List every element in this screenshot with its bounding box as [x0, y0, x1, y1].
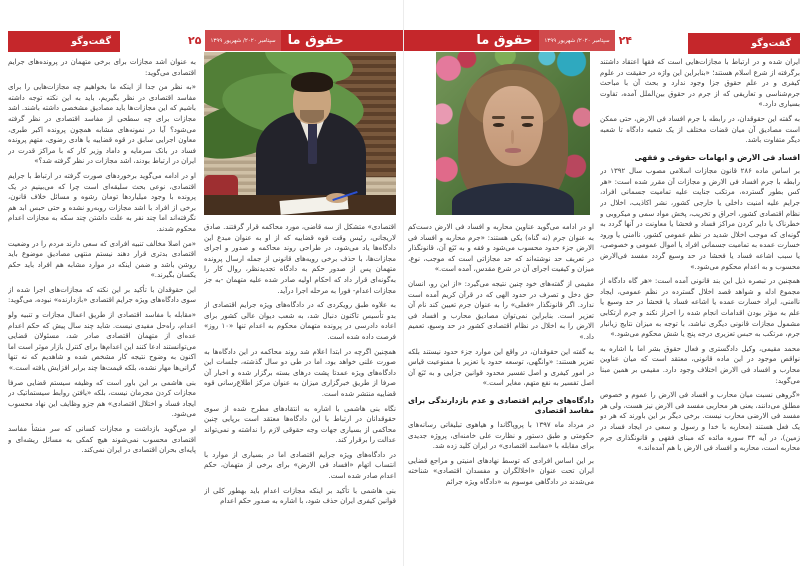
eye: [493, 123, 504, 127]
article-subheading: افساد فی الارض و ابهامات حقوقی و فقهی: [634, 152, 800, 162]
paragraph: او می‌گوید بازداشت و مجازات کسانی که سر منشأ مفاسد اقتصادی محسوب نمی‌شوند هیچ کمکی به مسائل ریشه‌ای و پایه‌ای بحران اقتصادی در ایران نمی‌کند.: [8, 425, 196, 455]
right-page-outer-column: [600, 57, 800, 555]
paragraph: ایران شده و در ارتباط با مجازات‌هایی است که فقها اعتقاد داشتند برگرفته از شرع اسلام هستند؛ «بنابراین این واژه در حقیقت در علوم کیفری و در علم حقوق جزا وجود ندارد و بحث آن با مباحث جرم‌شناسی و تعاریفی که از جرم در حقوق بین‌الملل آمده، تفاوت بسیاری دارد.»: [600, 58, 800, 109]
paragraph: «به نظر من جدا از اینکه ما بخواهیم چه مجازات‌هایی را برای مفاسد اقتصادی در نظر بگیریم، باید به این نکته توجه داشته باشیم که این مجازات‌ها باید مصادیق مشخصی داشته باشند. اشد مجازات برای چه سطحی از مفاسد اقتصادی در نظر گرفته می‌شود؟ آیا در نمونه‌های مشابه همچون پرونده اکبر طبری، معاون اجرایی سابق در قوه قضاییه یا هادی رضوی، متهم پرونده فساد در بانک سرمایه و داماد وزیر کار که با مراکز قدرت در ایران در ارتباط بودند، اشد مجازات در نظر گرفته شد؟»: [8, 83, 196, 166]
eyebrow: [521, 116, 534, 119]
paragraph: در دادگاه‌های ویژه جرایم اقتصادی اما در بسیاری از موارد با انتساب اتهام «افساد فی الارض» برای برخی از متهمان، حکم اعدام صادر شده است.: [204, 450, 396, 481]
eye: [522, 123, 533, 127]
magazine-page-25: [0, 0, 403, 566]
left-page-outer-column: [8, 57, 196, 555]
masthead-bar-fill: [351, 30, 403, 51]
photo-man-at-desk: [204, 52, 396, 215]
issue-date-right: سپتامبر ۲۰۲۰/ شهریور ۱۳۹۹: [539, 30, 614, 51]
section-label-right: [688, 33, 800, 54]
article-subheading: دادگاه‌های جرایم اقتصادی و عدم بازدارندگی برای مفاسد اقتصادی: [408, 395, 594, 416]
paragraph: بر این اساس افرادی که توسط نهادهای امنیتی و مراجع قضایی ایران تحت عنوان «اخلالگران و مفسدان اقتصادی» شناخته می‌شدند در دادگاهی موسوم به «دادگاه ویژه جرائم: [408, 456, 594, 486]
paragraph: اقتصادی» متشکل از سه قاضی، مورد محاکمه قرار گرفتند. صادق لاریجانی، رئیس وقت قوه قضاییه که از او به عنوان مبدع این دادگاه‌ها یاد می‌شود، در طراحی روند محاکمه و صدور و اجرای مجازات‌ها، با حذف برخی رویه‌های قانونی از جمله ارسال پرونده متهمان پس از صدور حکم به دادگاه تجدیدنظر، روال کار را به‌گونه‌ای قرار داد که احکام اولیه صادر شده علیه متهمان -به جز مجازات اعدام- فورا به مرحله اجرا درآید.: [204, 223, 396, 295]
woman-face: [483, 86, 543, 166]
paragraph: همچنین اگرچه در ابتدا اعلام شد روند محاکمه در این دادگاه‌ها به صورت علنی خواهد بود، اما در طی دو سال گذشته، جلسات این دادگاه‌های ویژه عمدتا پشت درهای بسته برگزار شده و اخبار آن صرفا از طریق خبرگزاری میزان به عنوان مرکز اطلاع‌رسانی قوه قضاییه منتشر شده است.: [204, 347, 396, 398]
paragraph: به علاوه طبق رویکردی که در دادگاه‌های ویژه جرایم اقتصادی از بدو تأسیس تاکنون دنبال شد، به شعب دیوان عالی کشور برای اعاده دادرسی در پرونده متهمان محکوم به اعدام تنها «۱۰ روز» فرصت داده شده است.: [204, 301, 396, 341]
paragraph: مقیمی از گفته‌های خود چنین نتیجه می‌گیرد: «از این رو، انسان حق دخل و تصرف در حدود الهی که در قرآن کریم آمده است ندارد. اگر قانونگذار «فعلی» را به عنوان جرم تعیین کند نام آن تعزیر است. بنابراین نمی‌توان مصادیق محارب و افساد فی الارض را به اخلال در نظام اقتصادی کشور در حد وسیع، تعمیم داد.»: [408, 279, 594, 341]
paragraph: این حقوقدان با تأکید بر این نکته که مجازات‌های اجرا شده از سوی دادگاه‌های ویژه جرایم اقتصادی «بازدارنده» نبوده، می‌گوید:: [8, 285, 196, 305]
paragraph: در مرداد ماه ۱۳۹۷ با پروپاگاندا و هیاهوی تبلیغاتی رسانه‌های حکومتی و طبق دستور و نظارت علی خامنه‌ای، پروژه جدیدی برای مقابله با «مفاسد اقتصادی» در ایران کلید زده شد.: [408, 420, 594, 451]
magazine-logo-left: حقوق ما: [281, 30, 351, 51]
page-number-25: ۲۵: [184, 30, 205, 51]
paragraph: او در ادامه می‌گوید برخوردهای صورت گرفته در ارتباط با جرایم اقتصادی، نوعی بحث سلیقه‌ای است چرا که می‌بینیم در یک پرونده با وجود میلیاردها تومان رشوه و مسائل خلاف قانون، برخی از افراد با اشد مجازات روبه‌رو نشده و حتی حبس ابد هم نگرفته‌اند اما چند نفر به علت داشتن چند سکه به مجازات اعدام محکوم شدند.: [8, 171, 196, 233]
paragraph: نگاه بنی هاشمی با اشاره به انتقادهای مطرح شده از سوی حقوقدانان در ارتباط با این دادگاه‌ها معتقد است برپایی چنین محاکمی از بسیاری جهات وجه حقوقی لازم را نداشته و نمی‌تواند عدالت را برقرار کند.: [204, 404, 396, 445]
paragraph: «من اصلا مخالف تنبیه افرادی که سعی دارند مردم را در وضعیت اقتصادی بدتری قرار دهند نیستم منتهی مصادیق موضوع باید روشن باشد و ضمن اینکه در موارد مشابه هم افراد باید حکم یکسان بگیرند.»: [8, 239, 196, 280]
masthead-bar-fill: [404, 30, 469, 51]
paragraph: «مقابله با مفاسد اقتصادی از طریق اعمال مجازات و تنبیه ولو اعدام، راه‌حل مفیدی نیست. شاید چند سال پیش که حکم اعدام عده‌ای از متهمان اقتصادی صادر شد، مسئولان قضایی می‌توانستند ادعا کنند این اعدام‌ها برای کنترل بازار موثر است اما اکنون به وضوح نتیجه کار مشخص شده و شاهدیم که نه تنها گرانی‌ها مهار نشده، بلکه قیمت‌ها چند برابر افزایش یافته است.»: [8, 311, 196, 373]
masthead-left: [184, 30, 403, 51]
paragraph: «گروهی نسبت میان محارب و افساد فی الارض را عموم و خصوص مطلق می‌دانند، یعنی هر محاربی مفسد فی الارض نیز هست، ولی هر مفسد فی الارضی محارب نیست. برخی دیگر بر این باورند که هر دو یک فعل هستند (محاربه با خدا و رسول و سعی در ایجاد فساد در زمین)، در آیه ۳۳ سوره مائده که مبنای فقهی و قانونگذاری جرم محاربه است، محاربه و افساد فی الارض با هم آمده‌اند.»: [600, 391, 800, 453]
masthead-right: [404, 30, 636, 51]
nose: [511, 130, 514, 144]
woman-clothing: [452, 183, 574, 215]
man-tie: [308, 120, 317, 164]
paragraph: بر اساس ماده ۲۸۶ قانون مجازات اسلامی مصوب سال ۱۳۹۲ در رابطه با جرم افساد فی الارض و مجازات آن مقرر شده است: «هر کس بطور گسترده، مرتکب جنایت علیه تمامیت جسمانی افراد، جرایم علیه امنیت داخلی یا خارجی کشور، نشر اکاذیب، اخلال در نظام اقتصادی کشور، احراق و تخریب، پخش مواد سمی و میکروبی و خطرناک یا دایر کردن مراکز فساد و فحشا یا معاونت در آنها گردد به گونه‌ای که موجب اخلال شدید در نظم عمومی کشور، ناامنی یا ورود خسارت عمده به تمامیت جسمانی افراد یا اموال عمومی و خصوصی، یا سبب اشاعه فساد یا فحشا در حد وسیع گردد مفسد فی‌الارض محسوب و به اعدام محکوم می‌شود.»: [600, 167, 800, 271]
paragraph: بنی هاشمی با تأکید بر اینکه مجازات اعدام باید بهطور کلی از قوانین کیفری ایران حذف شود، با اشاره به صدور حکم اعدام: [204, 486, 396, 506]
lips: [505, 148, 521, 153]
eyebrow: [492, 116, 505, 119]
photo-woman-portrait: [436, 52, 590, 215]
magazine-page-24: [404, 0, 807, 566]
left-page-inner-column: [204, 222, 396, 555]
paragraph: بنی هاشمی بر این باور است که وظیفه سیستم قضایی صرفا مجازات کردن مجرمان نیست، بلکه «یافتن روابط سیستماتیک در ایجاد فساد و اختلال اقتصادی» هم جزو وظایف این نهاد محسوب می‌شود.: [8, 378, 196, 419]
man-hair: [291, 72, 333, 92]
paragraph: به گفته این حقوقدان، در واقع این موارد جزء حدود نیستند بلکه تعزیر هستند: «وانگهی، توسعه حدود یا تعزیر با ممنوعیت قیاس در امور کیفری و اصل تفسیر محدود قوانین جزایی و به تَبَع آن اصل تفسیر به نفع متهم، مغایر است.»: [408, 347, 594, 388]
paragraph: همچنین در تبصره ذیل این بند قانونی آمده است: «هر گاه دادگاه از مجموع ادله و شواهد قصد اخلال گسترده در نظم عمومی، ایجاد ناامنی، ایراد خسارت عمده یا اشاعه فساد یا فحشا در حد وسیع یا علم به مؤثر بودن اقدامات انجام شده را احراز نکند و جرم ارتکابی مشمول مجازات قانونی دیگری نباشد، با توجه به میزان نتایج زیانبار جرم، مرتکب به حبس تعزیری درجه پنج یا شش محکوم می‌شود.»: [600, 277, 800, 339]
section-label-text: گفت‌وگو: [71, 36, 111, 47]
right-page-inner-column: [408, 222, 594, 555]
magazine-logo-right: حقوق ما: [469, 30, 539, 51]
issue-date-left: سپتامبر ۲۰۲۰/ شهریور ۱۳۹۹: [205, 30, 280, 51]
paragraph: او در ادامه می‌گوید عناوین محاربه و افساد فی الارض دست‌کم به عنوان جرم (نه گناه) یکی هستند: «جرم محاربه و افساد فی الارض جزء حدود محسوب می‌شود و فقه و به تَبَع آن، قانونگذار در تعریف حد نوشته‌اند که حد مجازاتی است که موجب، نوع، میزان و کیفیت اجرای آن در شرع مقدس، آمده است.»: [408, 223, 594, 274]
section-label-left: [8, 31, 120, 52]
paragraph: به گفته این حقوقدان، در رابطه با جرم افساد فی الارض، حتی ممکن است مصادیق آن میان قضات مختلف از یک شعبه دادگاه تا شعبه دیگر متفاوت باشد.: [600, 114, 800, 145]
section-label-text: گفت‌وگو: [751, 38, 791, 49]
paragraph: محمد مقیمی، وکیل دادگستری و فعال حقوق بشر اما با اشاره به نواقص موجود در این ماده قانونی، معتقد است که میان عناوین محارب و افساد فی الارض اختلاف وجود دارد. مقیمی بر همین مبنا می‌گوید:: [600, 344, 800, 385]
man-beard: [300, 110, 324, 123]
paragraph: به عنوان اشد مجازات برای برخی متهمان در پرونده‌های جرایم اقتصادی می‌گوید:: [8, 58, 196, 77]
page-number-24: ۲۴: [615, 30, 636, 51]
